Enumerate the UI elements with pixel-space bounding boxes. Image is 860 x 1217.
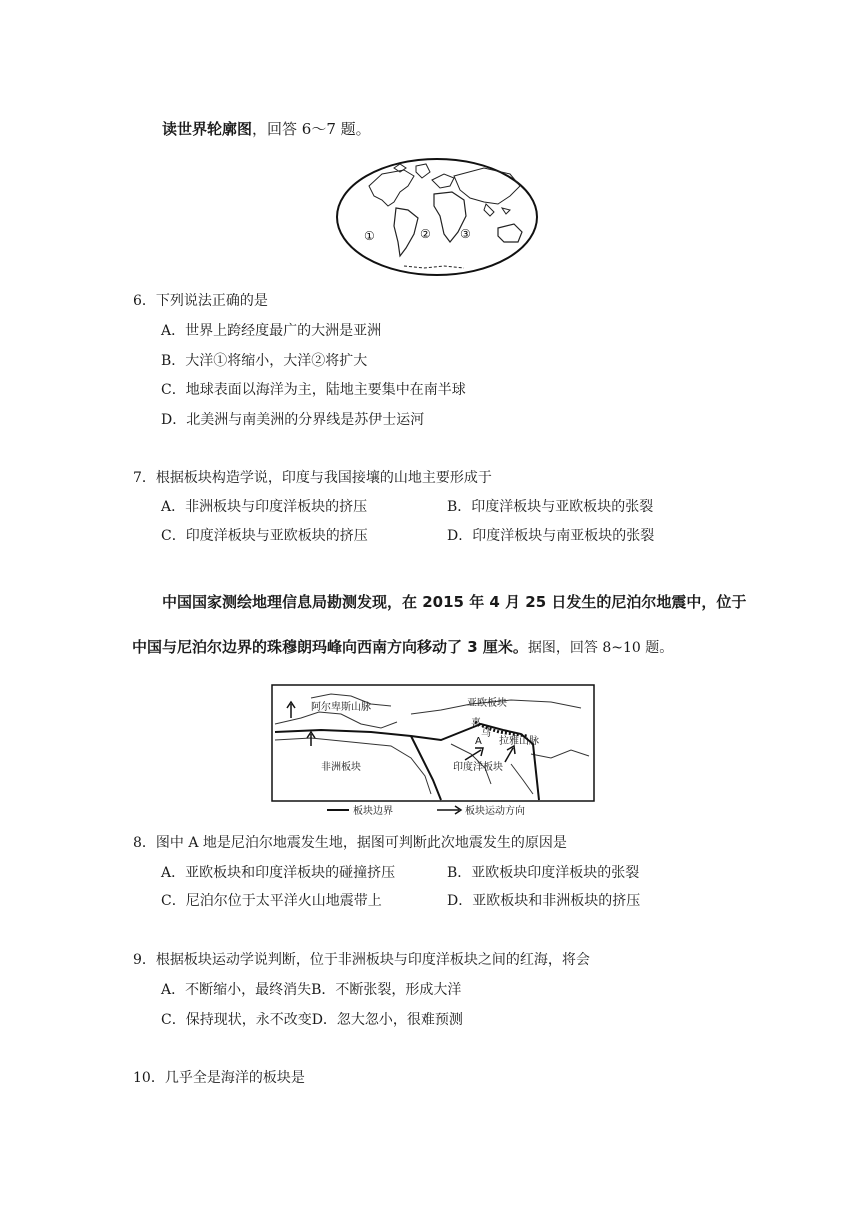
q8-option-c: C．尼泊尔位于太平洋火山地震带上 — [161, 893, 382, 909]
intro-bold-text: 读世界轮廓图 — [162, 120, 253, 138]
q6-option-a: A．世界上跨经度最广的大洲是亚洲 — [161, 323, 382, 339]
q7-stem: 7．根据板块构造学说，印度与我国接壤的山地主要形成于 — [133, 470, 492, 486]
label-himalaya-3: 拉雅山脉 — [499, 736, 539, 747]
label-point-a: A — [475, 736, 482, 747]
legend-plate-direction: 板块运动方向 — [465, 806, 525, 817]
q8-option-b: B．亚欧板块印度洋板块的张裂 — [447, 865, 640, 881]
legend-plate-boundary: 板块边界 — [353, 806, 393, 817]
q6-option-c: C．地球表面以海洋为主，陆地主要集中在南半球 — [161, 382, 466, 398]
q7-option-b: B．印度洋板块与亚欧板块的张裂 — [447, 499, 654, 515]
label-himalaya-1: 喜 — [471, 718, 481, 729]
world-outline-map — [334, 156, 540, 278]
q6-stem: 6．下列说法正确的是 — [133, 293, 268, 309]
q9-options-line-2: C．保持现状，永不改变D．忽大忽小，很难预测 — [161, 1012, 463, 1028]
section2-line-2-bold: 中国与尼泊尔边界的珠穆朗玛峰向西南方向移动了 3 厘米。 — [132, 638, 528, 656]
q7-option-c: C．印度洋板块与亚欧板块的挤压 — [161, 528, 368, 544]
label-african-plate: 非洲板块 — [321, 762, 361, 773]
q8-option-a: A．亚欧板块和印度洋板块的碰撞挤压 — [161, 865, 396, 881]
q8-stem: 8．图中 A 地是尼泊尔地震发生地，据图可判断此次地震发生的原因是 — [133, 835, 567, 851]
q10-stem: 10．几乎全是海洋的板块是 — [133, 1070, 305, 1086]
section2-line-2 — [132, 636, 673, 657]
section2-line-1: 中国国家测绘地理信息局勘测发现，在 2015 年 4 月 25 日发生的尼泊尔地震中，位于 — [162, 593, 747, 611]
section2-line-2-rest: 据图，回答 8~10 题。 — [527, 640, 674, 656]
intro-line-1 — [162, 118, 371, 139]
label-himalaya-2: 马 — [481, 728, 491, 739]
plate-tectonics-map — [271, 684, 595, 820]
q6-option-b: B．大洋①将缩小，大洋②将扩大 — [161, 353, 368, 369]
q7-option-a: A．非洲板块与印度洋板块的挤压 — [161, 499, 368, 515]
ocean-label-3: ③ — [460, 227, 471, 241]
q9-stem: 9．根据板块运动学说判断，位于非洲板块与印度洋板块之间的红海，将会 — [133, 952, 590, 968]
ocean-label-1: ① — [364, 229, 375, 243]
intro-rest-text: ，回答 6～7 题。 — [252, 120, 371, 138]
q6-option-d: D．北美洲与南美洲的分界线是苏伊士运河 — [161, 412, 425, 428]
label-alps: 阿尔卑斯山脉 — [311, 702, 371, 713]
q7-option-d: D．印度洋板块与南亚板块的张裂 — [447, 528, 655, 544]
label-indian-plate: 印度洋板块 — [453, 762, 503, 773]
q9-options-line-1: A．不断缩小，最终消失B．不断张裂，形成大洋 — [161, 982, 462, 998]
q8-option-d: D．亚欧板块和非洲板块的挤压 — [447, 893, 641, 909]
ocean-label-2: ② — [420, 227, 431, 241]
label-eurasian-plate: 亚欧板块 — [467, 698, 507, 709]
